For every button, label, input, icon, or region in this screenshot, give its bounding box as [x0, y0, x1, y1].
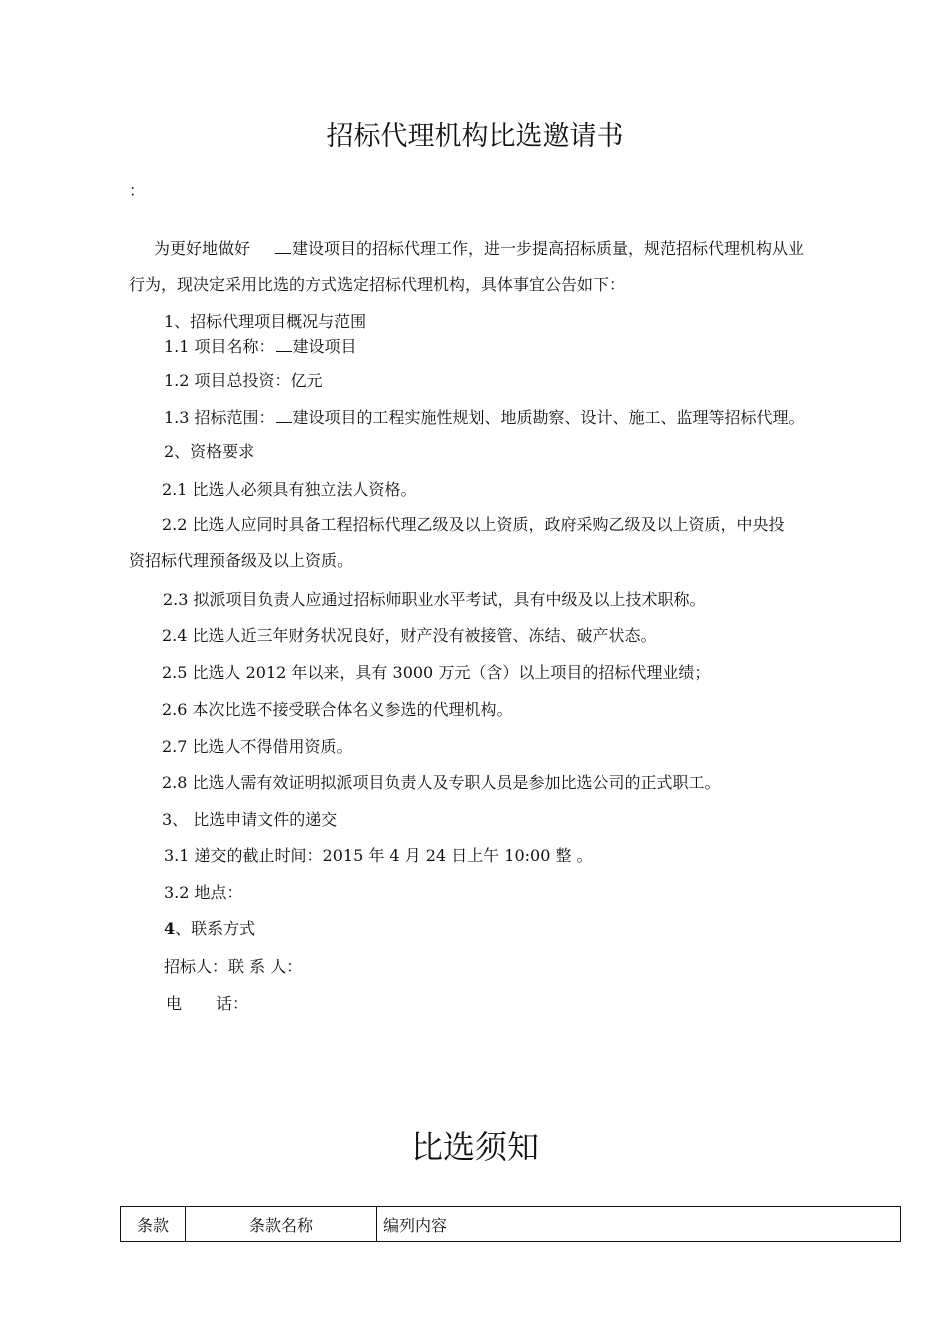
item-2-5: 2.5 比选人 2012 年以来，具有 3000 万元（含）以上项目的招标代理业绩； — [162, 663, 711, 682]
item-3-2: 3.2 地点： — [164, 883, 243, 902]
item-2-2-line-1: 2.2 比选人应同时具备工程招标代理乙级及以上资质，政府采购乙级及以上资质，中央投 — [162, 515, 785, 534]
blank-underline — [275, 239, 291, 254]
section-4-number: 4 — [164, 919, 176, 938]
header-clause-name: 条款名称 — [186, 1207, 377, 1242]
section-3-heading: 3、 比选申请文件的递交 — [162, 810, 338, 829]
item-1-1-value: 建设项目 — [292, 337, 357, 356]
addressee: ： — [129, 181, 146, 200]
intro-text-a: 为更好地做好 — [154, 239, 251, 258]
item-1-3 — [164, 407, 805, 429]
item-2-1: 2.1 比选人必须具有独立法人资格。 — [162, 480, 417, 499]
terms-table — [120, 1206, 901, 1242]
header-content: 编列内容 — [377, 1207, 901, 1242]
contact-line — [164, 956, 302, 978]
section-4-text: 、联系方式 — [175, 919, 256, 938]
item-2-6: 2.6 本次比选不接受联合体名义参选的代理机构。 — [162, 700, 513, 719]
item-2-2-line-2: 资招标代理预备级及以上资质。 — [129, 551, 354, 570]
section-4-heading — [164, 918, 255, 940]
contact-person-label: 联 系 人： — [228, 957, 303, 976]
item-1-3-value: 建设项目的工程实施性规划、地质勘察、设计、施工、监理等招标代理。 — [292, 408, 805, 427]
section-2-heading: 2、资格要求 — [164, 442, 255, 461]
phone-line — [166, 993, 248, 1015]
item-2-7: 2.7 比选人不得借用资质。 — [162, 737, 353, 756]
table-header-row — [121, 1207, 901, 1242]
item-1-2: 1.2 项目总投资：亿元 — [164, 371, 323, 390]
intro-line-2: 行为，现决定采用比选的方式选定招标代理机构，具体事宜公告如下： — [129, 275, 626, 294]
item-2-3: 2.3 拟派项目负责人应通过招标师职业水平考试，具有中级及以上技术职称。 — [163, 590, 706, 609]
item-2-4: 2.4 比选人近三年财务状况良好，财产没有被接管、冻结、破产状态。 — [162, 626, 657, 645]
header-clause: 条款 — [121, 1207, 186, 1242]
section-1-heading: 1、招标代理项目概况与范围 — [164, 312, 367, 331]
blank-underline — [276, 337, 292, 352]
item-1-1 — [164, 336, 357, 358]
phone-label-b: 话： — [216, 994, 249, 1013]
intro-line-1 — [154, 238, 804, 260]
item-1-1-label: 1.1 项目名称： — [164, 337, 275, 356]
document-title: 招标代理机构比选邀请书 — [326, 121, 624, 152]
item-3-1: 3.1 递交的截止时间：2015 年 4 月 24 日上午 10:00 整 。 — [164, 846, 593, 865]
item-1-3-label: 1.3 招标范围： — [164, 408, 275, 427]
tenderer-label: 招标人： — [164, 957, 229, 976]
intro-text-b: 建设项目的招标代理工作，进一步提高招标质量，规范招标代理机构从业 — [292, 239, 805, 258]
item-2-8: 2.8 比选人需有效证明拟派项目负责人及专职人员是参加比选公司的正式职工。 — [162, 773, 721, 792]
section-title-bixuan-xuzhi: 比选须知 — [410, 1128, 539, 1166]
blank-underline — [276, 408, 292, 423]
phone-label-a: 电 — [166, 994, 183, 1013]
